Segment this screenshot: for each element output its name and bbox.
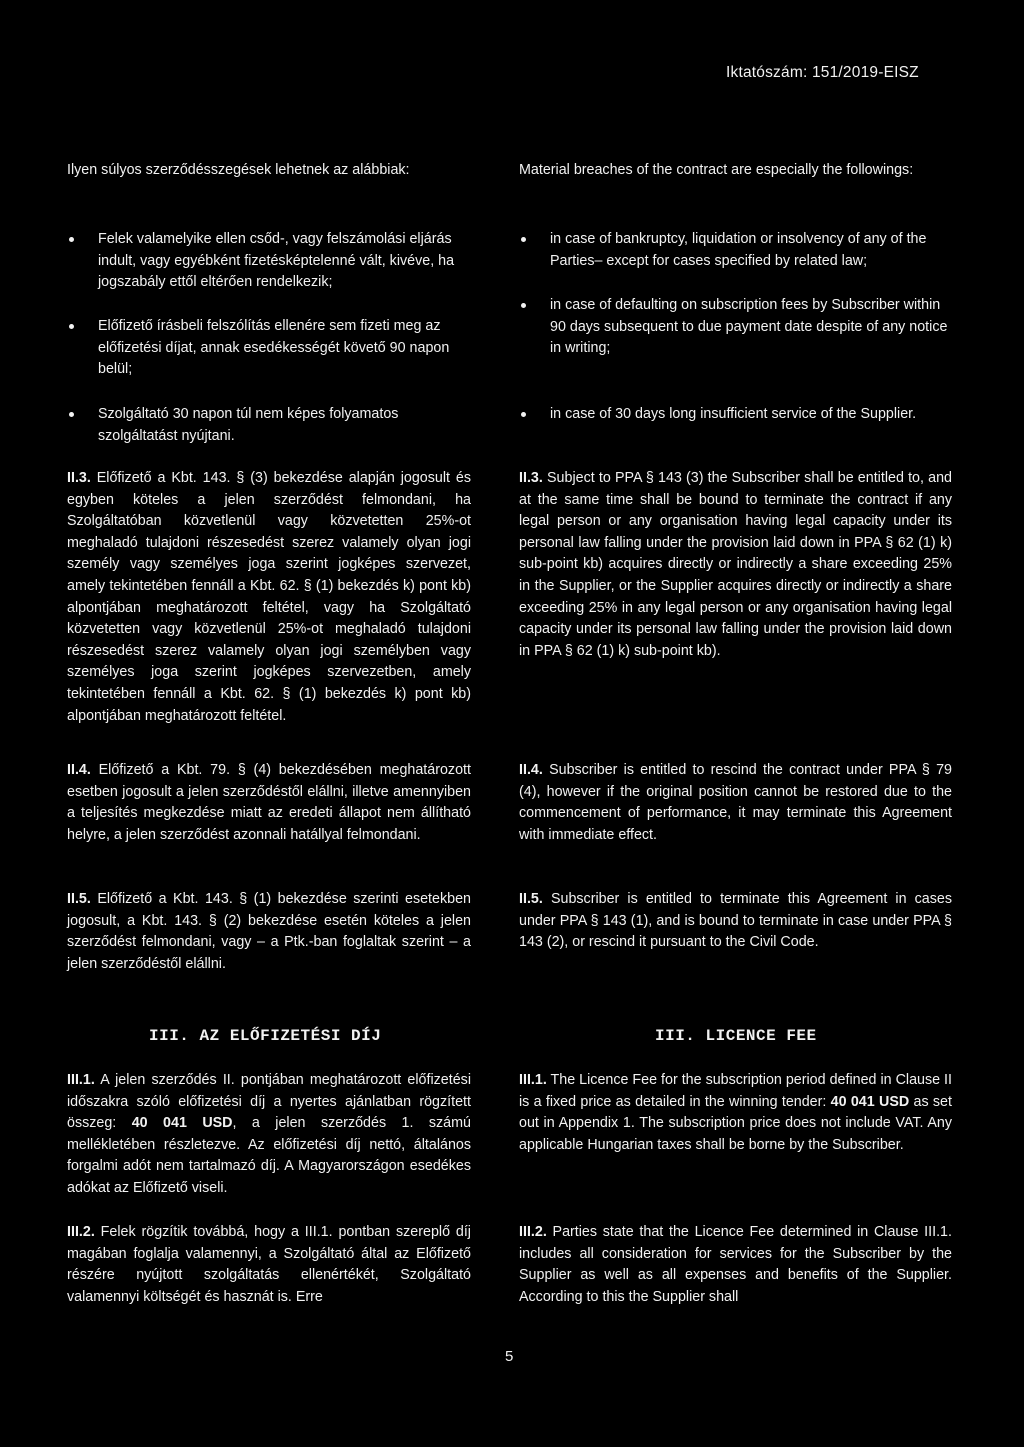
right-intro: Material breaches of the contract are especially the followings:	[519, 162, 914, 178]
clause-number: III.1.	[67, 1072, 95, 1088]
right-clause-iii1	[519, 1070, 952, 1156]
right-bullet-3: in case of 30 days long insufficient service of the Supplier.	[519, 404, 952, 426]
left-clause-ii5	[67, 889, 471, 975]
clause-text: Felek rögzítik továbbá, hogy a III.1. pontban szereplő díj magában foglalja valamennyi, a Szolgáltató által az Előfizető részére nyújtott szolgáltatás ellenértékét, Szolgáltató valamennyi költségét és hasznát is. Erre	[67, 1224, 471, 1305]
clause-number: II.5.	[67, 891, 91, 907]
clause-text: Előfizető a Kbt. 79. § (4) bekezdésében meghatározott esetben jogosult a jelen szerződéstől elállni, illetve amennyiben a teljesítés megkezdése miatt az eredeti állapot nem állítható helyre, a jelen szerződést azonnali hatállyal felmondani.	[67, 762, 471, 843]
amount: 40 041 USD	[830, 1093, 910, 1110]
clause-text: The Licence Fee for the subscription period defined in Clause II is a fixed price as detailed in the winning tender:	[519, 1072, 952, 1110]
clause-number: II.5.	[519, 891, 543, 907]
clause-number: III.2.	[519, 1224, 547, 1240]
registry-number: Iktatószám: 151/2019-EISZ	[726, 64, 919, 81]
clause-text: A jelen szerződés II. pontjában meghatározott előfizetési időszakra szóló előfizetési díj a nyertes ajánlatban rögzített összeg:	[67, 1072, 472, 1132]
left-clause-ii3	[67, 468, 471, 727]
left-bullet-3: Szolgáltató 30 napon túl nem képes folyamatos szolgáltatást nyújtani.	[67, 404, 471, 447]
left-clause-iii1	[67, 1070, 471, 1200]
clause-text: Subject to PPA § 143 (3) the Subscriber shall be entitled to, and at the same time shall be bound to terminate the contract if any legal person or any organisation having legal capacity under its personal law falling under the provision laid down in PPA § 62 (1) k) sub-point kb) acquires directly or indirectly a share exceeding 25% in the Supplier, or the Supplier acquires directly or indirectly a share exceeding 25% in any legal person or any organisation having legal capacity under its personal law falling under the provision laid down in PPA § 62 (1) k) sub-point kb).	[519, 470, 952, 659]
right-clause-ii5	[519, 889, 952, 954]
clause-text: Előfizető a Kbt. 143. § (1) bekezdése szerinti esetekben jogosult, a Kbt. 143. § (2) bekezdése esetén köteles a jelen szerződést felmondani, vagy – a Ptk.-ban foglaltak szerint – a jelen szerződéstől elállni.	[67, 891, 471, 972]
left-bullet-2: Előfizető írásbeli felszólítás ellenére sem fizeti meg az előfizetési díjat, annak esedékességét követő 90 napon belül;	[67, 316, 471, 381]
clause-number: II.3.	[519, 470, 543, 486]
clause-text: Subscriber is entitled to rescind the contract under PPA § 79 (4), however if the original position cannot be restored due to the commencement of performance, it may terminate this Agreement with immediate effect.	[519, 762, 952, 843]
left-section-heading: III. AZ ELŐFIZETÉSI DÍJ	[149, 1027, 382, 1045]
clause-text: , a jelen szerződés 1. számú mellékletében részletezve. Az előfizetési díj nettó, általános forgalmi adót nem tartalmazó díj. A Magyarországon esedékes adókat az Előfizető viseli.	[67, 1115, 471, 1196]
clause-number: III.1.	[519, 1072, 547, 1088]
left-intro: Ilyen súlyos szerződésszegések lehetnek az alábbiak:	[67, 162, 410, 178]
left-clause-ii4	[67, 760, 471, 846]
left-clause-iii2	[67, 1222, 471, 1308]
clause-number: III.2.	[67, 1224, 95, 1240]
clause-text: Előfizető a Kbt. 143. § (3) bekezdése alapján jogosult és egyben köteles a jelen szerződést felmondani, ha Szolgáltatóban közvetlenül vagy közvetetten 25%-ot meghaladó tulajdoni részesedést szerez valamely olyan jogi személy vagy személyes joga szerint jogképes szervezet, amely tekintetében fennáll a Kbt. 62. § (1) bekezdés k) pont kb) alpontjában meghatározott feltétel, vagy ha Szolgáltató közvetetten vagy közvetlenül 25%-ot meghaladó tulajdoni részesedést szerez valamely olyan jogi személyben vagy személyes joga szerint jogképes szervezetben, amely tekintetében fennáll a Kbt. 62. § (1) bekezdés k) pont kb) alpontjában meghatározott feltétel.	[67, 470, 471, 724]
clause-text: Subscriber is entitled to terminate this Agreement in cases under PPA § 143 (1), and is bound to terminate in case under PPA § 143 (2), or rescind it pursuant to the Civil Code.	[519, 891, 952, 951]
right-clause-ii4	[519, 760, 952, 846]
left-bullet-1: Felek valamelyike ellen csőd-, vagy felszámolási eljárás indult, vagy egyébként fizetésképtelenné vált, kivéve, ha jogszabály ettől eltérően rendelkezik;	[67, 229, 471, 294]
page-number: 5	[505, 1348, 514, 1365]
right-clause-ii3	[519, 468, 952, 662]
right-clause-iii2	[519, 1222, 952, 1308]
clause-number: II.3.	[67, 470, 91, 486]
amount: 40 041 USD	[131, 1115, 233, 1132]
clause-text: Parties state that the Licence Fee determined in Clause III.1. includes all consideration for services for the Subscriber by the Supplier as well as all expenses and benefits of the Supplier. According to this the Supplier shall	[519, 1224, 952, 1305]
right-bullet-1: in case of bankruptcy, liquidation or insolvency of any of the Parties– except for cases specified by related law;	[519, 229, 952, 272]
clause-number: II.4.	[519, 762, 543, 778]
right-bullet-2: in case of defaulting on subscription fees by Subscriber within 90 days subsequent to due payment date despite of any notice in writing;	[519, 295, 952, 360]
clause-number: II.4.	[67, 762, 91, 778]
clause-text: as set out in Appendix 1. The subscription price does not include VAT. Any applicable Hungarian taxes shall be borne by the Subscriber.	[519, 1093, 952, 1153]
right-section-heading: III. LICENCE FEE	[655, 1027, 817, 1045]
